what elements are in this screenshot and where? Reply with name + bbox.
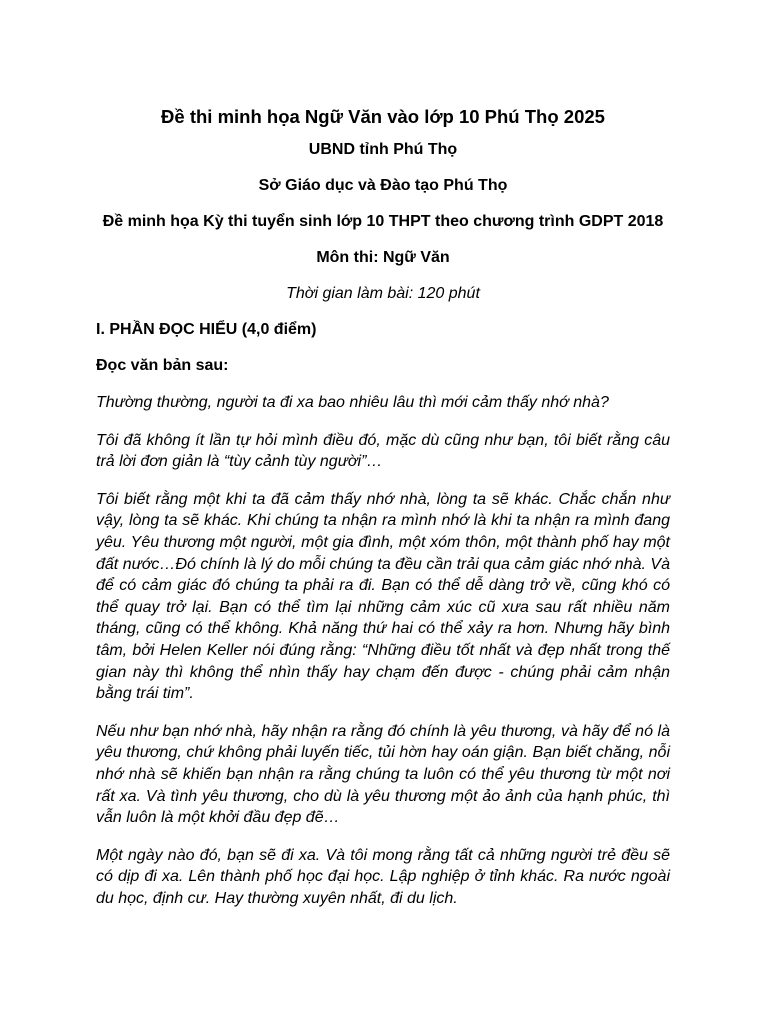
issuing-authority: UBND tỉnh Phú Thọ: [308, 141, 458, 158]
passage-paragraph-4: Nếu như bạn nhớ nhà, hãy nhận ra rằng đó chính là yêu thương, và hãy để nó là yêu thương, chứ không phải luyến tiếc, tủi hờn hay oán giận. Bạn biết chăng, nỗi nhớ nhà sẽ khiến bạn nhận ra rằng chúng ta luôn có thể yêu thương từ một nơi rất xa. Và tình yêu thương, cho dù là yêu thương một ảo ảnh của hạnh phúc, thì vẫn luôn là một khởi đầu đẹp đẽ…: [96, 722, 670, 827]
exam-duration: Thời gian làm bài: 120 phút: [286, 285, 480, 302]
passage-paragraph-3: Tôi biết rằng một khi ta đã cảm thấy nhớ nhà, lòng ta sẽ khác. Chắc chắn như vậy, lòng ta sẽ khác. Khi chúng ta nhận ra mình nhớ là khi ta nhận ra mình đang yêu. Yêu thương một người, một gia đình, một xóm thôn, một thành phố hay một đất nước…Đó chính là lý do mỗi chúng ta đều cần trải qua cảm giác nhớ nhà. Và để có cảm giác đó chúng ta phải ra đi. Bạn có thể dễ dàng trở về, cũng khó có thể quay trở lại. Bạn có thể tìm lại những cảm xúc cũ xưa sau rất nhiều năm tháng, cũng có thể không. Khả năng thứ hai có thể xảy ra hơn. Nhưng hãy bình tâm, bởi Helen Keller nói đúng rằng: “Những điều tốt nhất và đẹp nhất trong thế gian này thì không thể nhìn thấy hay chạm đến được - chúng phải cảm nhận bằng trái tim”.: [96, 490, 670, 703]
reading-instruction: Đọc văn bản sau:: [96, 357, 229, 374]
section-heading: I. PHẦN ĐỌC HIỂU (4,0 điểm): [96, 321, 317, 338]
department-name: Sở Giáo dục và Đào tạo Phú Thọ: [258, 177, 508, 194]
passage-paragraph-5: Một ngày nào đó, bạn sẽ đi xa. Và tôi mong rằng tất cả những người trẻ đều sẽ có dịp đi xa. Lên thành phố học đại học. Lập nghiệp ở tỉnh khác. Ra nước ngoài du học, định cư. Hay thường xuyên nhất, đi du lịch.: [96, 846, 670, 907]
passage-paragraph-2: Tôi đã không ít lần tự hỏi mình điều đó, mặc dù cũng như bạn, tôi biết rằng câu trả lời đơn giản là “tùy cảnh tùy người”…: [96, 431, 670, 471]
exam-subject: Môn thi: Ngữ Văn: [316, 249, 450, 266]
document-title: Đề thi minh họa Ngữ Văn vào lớp 10 Phú Thọ 2025: [161, 106, 605, 127]
document-page: [96, 104, 670, 925]
exam-name: Đề minh họa Kỳ thi tuyển sinh lớp 10 THPT theo chương trình GDPT 2018: [102, 213, 664, 230]
passage-paragraph-1: Thường thường, người ta đi xa bao nhiêu lâu thì mới cảm thấy nhớ nhà?: [96, 394, 609, 411]
